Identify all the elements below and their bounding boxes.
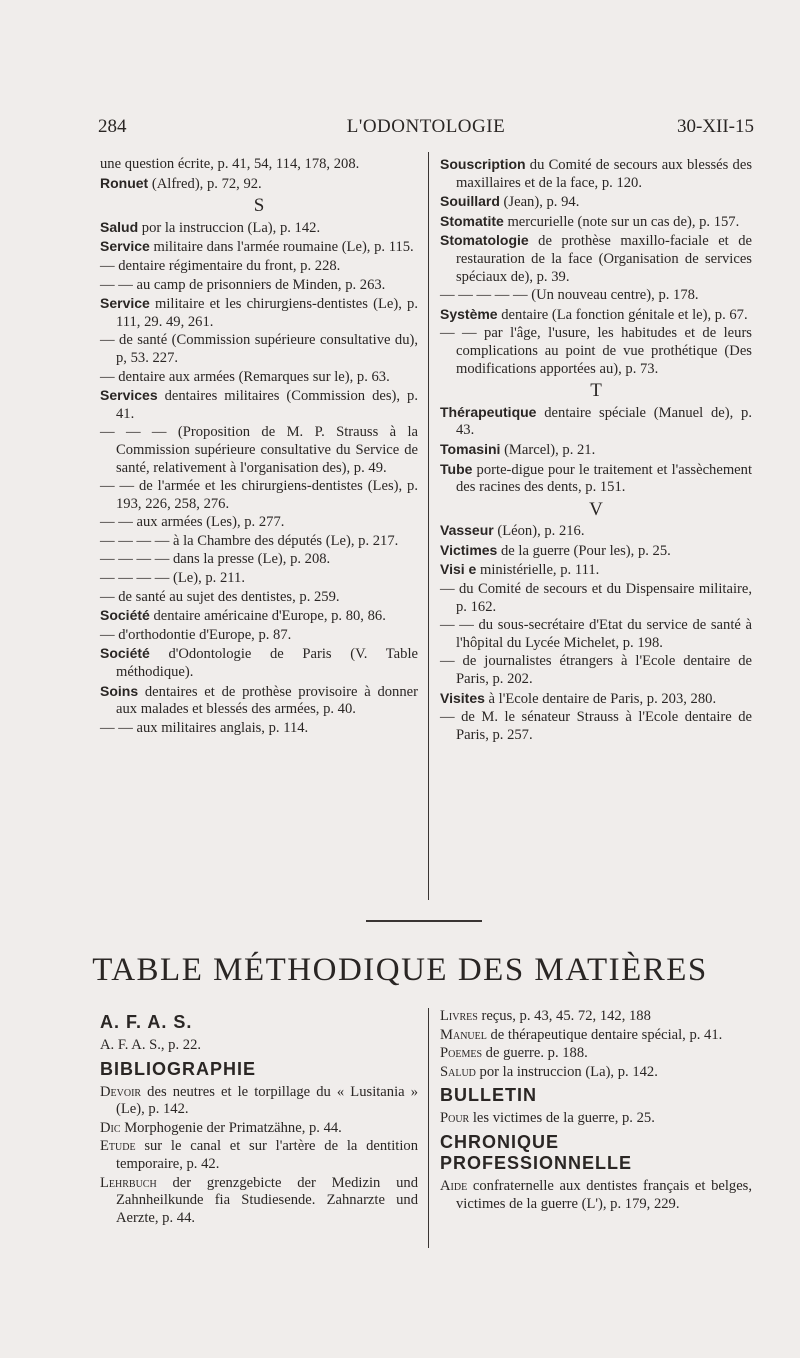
entry-keyword: Aide xyxy=(440,1177,468,1194)
entry-text: — — au camp de prisonniers de Minden, p. 263. xyxy=(100,276,386,293)
entry-keyword: Vasseur xyxy=(440,522,494,539)
entry-keyword: Société xyxy=(100,645,150,662)
index-entry xyxy=(440,306,752,325)
entry-text: de guerre. p. 188. xyxy=(482,1045,588,1062)
entry-text: du Comité de secours aux blessés des maxillaires et de la face, p. 120. xyxy=(456,157,752,191)
page-number: 284 xyxy=(98,116,127,137)
entry-text: — — — — (Le), p. 211. xyxy=(100,570,245,587)
issue-date: 30-XII-15 xyxy=(676,116,754,137)
entry-keyword: Visi e xyxy=(440,561,477,578)
index-entry xyxy=(100,514,418,532)
entry-keyword: Soins xyxy=(100,682,139,699)
section-heading: BULLETIN xyxy=(440,1085,537,1106)
section-heading: BIBLIOGRAPHIE xyxy=(100,1058,257,1079)
index-entry xyxy=(100,533,418,551)
entry-text: dentaires et de prothèse provisoire à donner aux malades et blessés des armées, p. 40. xyxy=(116,683,418,718)
index-entry xyxy=(100,387,418,423)
entry-text: de la guerre (Pour les), p. 25. xyxy=(497,542,671,559)
index-entry xyxy=(100,1084,418,1119)
index-entry xyxy=(440,213,752,232)
methodical-column-left xyxy=(100,1008,418,1228)
entry-text: — — — — — (Un nouveau centre), p. 178. xyxy=(440,287,699,304)
entry-text: — — du sous-secrétaire d'Etat du service de santé à l'hôpital du Lycée Michelet, p. 198. xyxy=(440,617,752,651)
entry-keyword: Stomatologie xyxy=(440,232,529,249)
entry-text: — de santé (Commission supérieure consultative du), p, 53. 227. xyxy=(100,332,418,366)
column-divider-top xyxy=(428,152,429,900)
index-entry xyxy=(100,277,418,295)
index-entry xyxy=(440,404,752,440)
entry-keyword: Devoir xyxy=(100,1083,142,1100)
column-divider-bottom xyxy=(428,1008,429,1248)
entry-text: — — — — dans la presse (Le), p. 208. xyxy=(100,551,331,568)
entry-keyword: Système xyxy=(440,305,498,322)
index-entry xyxy=(100,219,418,238)
index-letter-heading: S xyxy=(253,195,265,217)
entry-keyword: Tube xyxy=(440,460,473,477)
entry-text: — de santé au sujet des dentistes, p. 259. xyxy=(100,588,340,605)
index-entry xyxy=(440,1178,752,1213)
entry-text: ministérielle, p. 111. xyxy=(476,562,600,579)
entry-keyword: Services xyxy=(100,387,158,404)
index-entry xyxy=(100,607,418,626)
index-entry xyxy=(100,369,418,387)
entry-keyword: Souillard xyxy=(440,193,500,210)
entry-text: A. F. A. S., p. 22. xyxy=(100,1037,202,1053)
index-entry xyxy=(440,653,752,688)
entry-text: reçus, p. 43, 45. 72, 142, 188 xyxy=(477,1008,651,1024)
entry-text: sur le canal et sur l'artère de la dentition temporaire, p. 42. xyxy=(116,1138,418,1172)
index-letter-heading: V xyxy=(589,498,603,520)
index-entry xyxy=(100,238,418,257)
index-entry xyxy=(440,1110,752,1128)
index-entry xyxy=(100,1175,418,1228)
index-entry xyxy=(440,690,752,709)
index-entry xyxy=(440,617,752,652)
index-entry xyxy=(440,1064,752,1082)
index-entry xyxy=(100,570,418,588)
entry-text: porte-digue pour le traitement et l'assèchement des racines des dents, p. 151. xyxy=(456,461,752,496)
entry-text: (Marcel), p. 21. xyxy=(500,441,596,458)
index-entry xyxy=(440,461,752,497)
entry-text: une question écrite, p. 41, 54, 114, 178, 208. xyxy=(100,156,360,172)
index-entry xyxy=(100,589,418,607)
index-entry xyxy=(440,325,752,378)
entry-keyword: Poemes xyxy=(440,1045,483,1062)
entry-keyword: Stomatite xyxy=(440,212,504,229)
index-entry xyxy=(100,295,418,331)
index-entry xyxy=(100,1037,418,1055)
entry-keyword: Service xyxy=(100,238,150,255)
page-header xyxy=(98,116,754,142)
entry-keyword: Victimes xyxy=(440,541,498,558)
entry-keyword: Service xyxy=(100,295,150,312)
entry-keyword: Dic xyxy=(100,1119,121,1136)
entry-text: (Jean), p. 94. xyxy=(499,194,580,211)
entry-text: por la instruccion (La), p. 142. xyxy=(138,219,321,236)
section-heading: CHRONIQUE PROFESSIONNELLE xyxy=(440,1131,633,1173)
index-entry xyxy=(440,581,752,616)
entry-text: dentaire américaine d'Europe, p. 80, 86. xyxy=(149,608,386,625)
index-entry xyxy=(440,441,752,460)
entry-text: militaire et les chirurgiens-dentistes (Le), p. 111, 29. 49, 261. xyxy=(116,296,418,330)
entry-text: à l'Ecole dentaire de Paris, p. 203, 280. xyxy=(484,690,717,707)
index-entry xyxy=(100,645,418,681)
index-entry xyxy=(100,627,418,645)
entry-text: Morphogenie der Primatzähne, p. 44. xyxy=(120,1119,342,1136)
entry-keyword: Salud xyxy=(440,1063,476,1080)
index-entry xyxy=(440,1027,752,1045)
entry-keyword: Pour xyxy=(440,1110,470,1127)
index-entry xyxy=(100,683,418,719)
entry-keyword: Ronuet xyxy=(100,174,149,191)
index-entry xyxy=(440,287,752,305)
entry-text: — — aux armées (Les), p. 277. xyxy=(100,514,285,531)
index-entry xyxy=(440,561,752,580)
index-entry xyxy=(100,551,418,569)
entry-keyword: Tomasini xyxy=(440,440,501,457)
running-title: L'ODONTOLOGIE xyxy=(346,116,506,137)
entry-keyword: Société xyxy=(100,607,150,624)
index-entry xyxy=(440,709,752,744)
entry-text: — — de l'armée et les chirurgiens-dentistes (Les), p. 193, 226, 258, 276. xyxy=(100,478,418,512)
entry-text: dentaire spéciale (Manuel de), p. 43. xyxy=(456,404,752,439)
entry-text: — dentaire régimentaire du front, p. 228. xyxy=(100,257,341,274)
index-entry xyxy=(100,156,418,174)
index-entry xyxy=(440,1008,752,1026)
index-entry xyxy=(440,542,752,561)
entry-text: (Alfred), p. 72, 92. xyxy=(148,175,262,192)
entry-keyword: Salud xyxy=(100,218,139,235)
entry-text: (Léon), p. 216. xyxy=(493,523,585,540)
entry-text: mercurielle (note sur un cas de), p. 157. xyxy=(503,213,740,230)
index-entry xyxy=(440,193,752,212)
entry-text: d'Odontologie de Paris (V. Table méthodique). xyxy=(116,646,418,681)
entry-text: confraternelle aux dentistes français et belges, victimes de la guerre (L'), p. 179, 229. xyxy=(456,1177,752,1212)
index-entry xyxy=(100,1138,418,1173)
entry-text: — — — (Proposition de M. P. Strauss à la Commission supérieure consultative du Service de santé, relativement à l'organisation des), p. 49. xyxy=(100,424,418,476)
entry-text: des neutres et le torpillage du « Lusitania » (Le), p. 142. xyxy=(116,1083,418,1118)
section-rule xyxy=(366,920,482,922)
entry-keyword: Lehrbuch xyxy=(100,1174,157,1191)
index-entry xyxy=(100,1120,418,1138)
entry-text: der grenzgebicte der Medizin und Zahnheilkunde fia Studiesende. Zahnarzte und Aerzte, p. 44. xyxy=(116,1174,418,1226)
entry-keyword: Visites xyxy=(440,689,485,706)
entry-keyword: Manuel xyxy=(440,1026,487,1043)
entry-text: — — par l'âge, l'usure, les habitudes et de leurs complications au point de vue prothétique (Des modifications apportées au), p. 73. xyxy=(440,325,752,377)
methodical-column-right xyxy=(440,1008,752,1214)
entry-text: por la instruccion (La), p. 142. xyxy=(475,1063,658,1080)
index-entry xyxy=(440,522,752,541)
index-entry xyxy=(100,478,418,513)
section-heading: A. F. A. S. xyxy=(100,1012,193,1032)
index-entry xyxy=(100,175,418,194)
entry-text: — du Comité de secours et du Dispensaire militaire, p. 162. xyxy=(440,581,752,615)
entry-text: — de M. le sénateur Strauss à l'Ecole dentaire de Paris, p. 257. xyxy=(440,709,752,743)
index-column-right xyxy=(440,156,752,745)
entry-text: les victimes de la guerre, p. 25. xyxy=(469,1110,655,1127)
index-entry xyxy=(100,258,418,276)
entry-text: — — aux militaires anglais, p. 114. xyxy=(100,719,309,736)
index-letter-heading: T xyxy=(590,380,602,402)
entry-text: — — — — à la Chambre des députés (Le), p. 217. xyxy=(100,532,399,549)
index-entry xyxy=(440,1045,752,1063)
index-entry xyxy=(100,424,418,477)
index-entry xyxy=(100,332,418,367)
section-title: TABLE MÉTHODIQUE DES MATIÈRES xyxy=(92,952,708,988)
entry-text: dentaires militaires (Commission des), p. 41. xyxy=(116,388,418,422)
index-entry xyxy=(100,720,418,738)
entry-text: dentaire (La fonction génitale et le), p. 67. xyxy=(497,306,748,323)
entry-text: de prothèse maxillo-faciale et de restauration de la face (Organisation de services spéciaux de), p. 39. xyxy=(456,233,752,285)
entry-keyword: Souscription xyxy=(440,156,526,172)
entry-text: de thérapeutique dentaire spécial, p. 41. xyxy=(486,1026,723,1043)
entry-keyword: Livres xyxy=(440,1008,478,1024)
entry-keyword: Etude xyxy=(100,1138,136,1155)
entry-text: — de journalistes étrangers à l'Ecole dentaire de Paris, p. 202. xyxy=(440,653,752,688)
entry-text: — d'orthodontie d'Europe, p. 87. xyxy=(100,626,292,643)
entry-keyword: Thérapeutique xyxy=(440,403,537,420)
index-column-left xyxy=(100,156,418,738)
index-entry xyxy=(440,156,752,192)
index-entry xyxy=(440,232,752,286)
entry-text: militaire dans l'armée roumaine (Le), p. 115. xyxy=(149,239,414,256)
entry-text: — dentaire aux armées (Remarques sur le), p. 63. xyxy=(100,368,390,385)
